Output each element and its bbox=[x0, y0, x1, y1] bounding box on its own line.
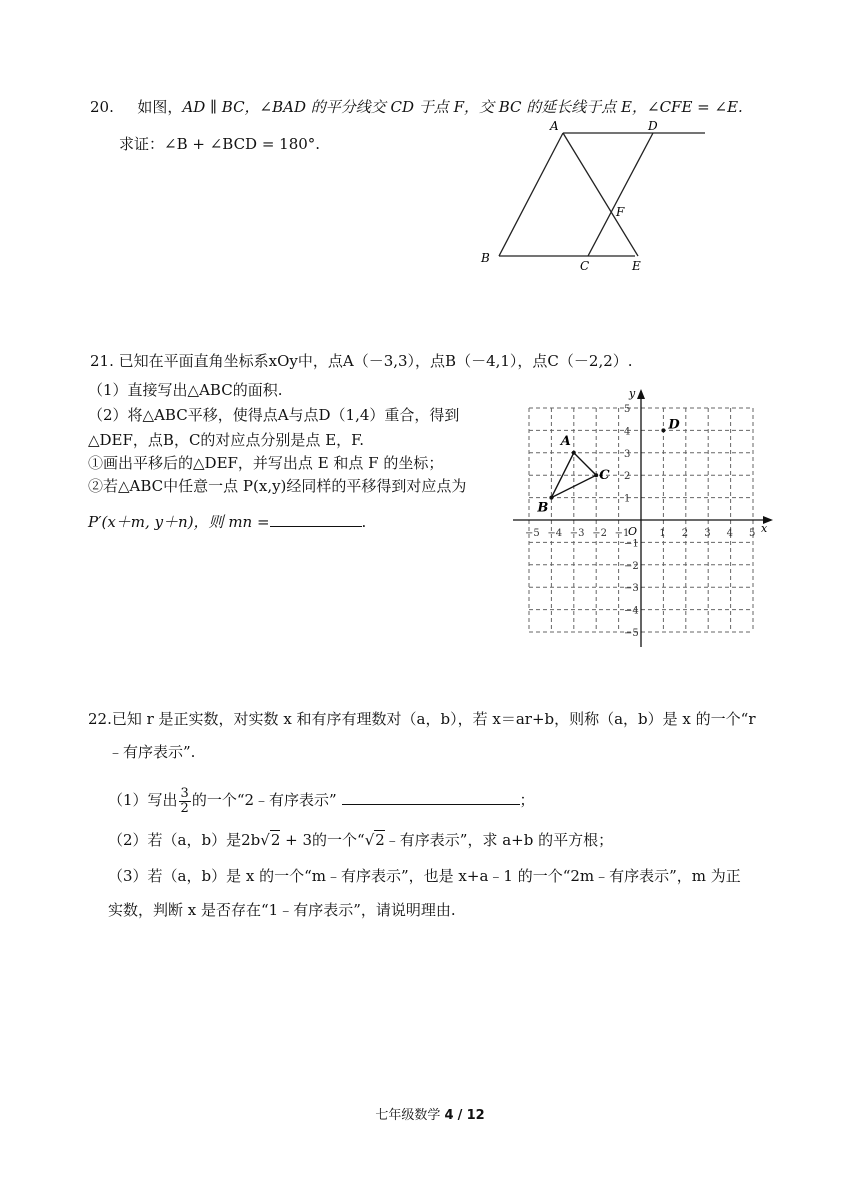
q22-part3a: （3）若（a，b）是 x 的一个“m﹣有序表示”，也是 x+a﹣1 的一个“2m﹣有序表示”，m 为正 bbox=[108, 867, 741, 885]
fraction-three-halves bbox=[179, 787, 191, 816]
x-tick-label: 2 bbox=[681, 528, 689, 539]
label-C: C bbox=[580, 259, 590, 273]
label-D: D bbox=[648, 119, 658, 133]
footer-page: 4 bbox=[444, 1108, 454, 1123]
coordinate-grid bbox=[505, 385, 785, 655]
y-tick-label: −4 bbox=[624, 605, 639, 617]
q21-part2a: （2）将△ABC平移，使得点A与点D（1,4）重合，得到 bbox=[88, 406, 460, 424]
q22-part3b: 实数，判断 x 是否存在“1﹣有序表示”，请说明理由. bbox=[108, 901, 456, 919]
point-D bbox=[661, 428, 665, 432]
x-axis-label: x bbox=[761, 522, 768, 535]
footer-subject: 七年级数学 bbox=[375, 1108, 441, 1123]
label-B: B bbox=[481, 251, 490, 265]
point-C bbox=[594, 473, 598, 477]
x-tick-label: −2 bbox=[592, 528, 607, 539]
q20-number: 20. bbox=[90, 98, 114, 116]
y-tick-label: −1 bbox=[624, 538, 639, 550]
fraction-numerator: 3 bbox=[180, 785, 189, 801]
footer-sep: / bbox=[457, 1108, 463, 1123]
point-label-D: D bbox=[668, 417, 680, 433]
point-label-C: C bbox=[599, 468, 610, 484]
x-tick-label: −5 bbox=[525, 528, 540, 539]
x-tick-label: 5 bbox=[749, 528, 756, 539]
q21-stem: 21. 已知在平面直角坐标系xOy中，点A（－3,3），点B（－4,1），点C（－2,2）. bbox=[90, 352, 633, 370]
q20-stem-main: AD ∥ BC，∠BAD 的平分线交 CD 于点 F，交 BC 的延长线于点 E，∠CFE = ∠E. bbox=[182, 98, 743, 116]
q22-stem-a: 22.已知 r 是正实数，对实数 x 和有序有理数对（a，b），若 x＝ar+b，则称（a，b）是 x 的一个“r bbox=[88, 710, 756, 728]
y-axis-arrow bbox=[637, 389, 645, 399]
page-footer bbox=[0, 1104, 860, 1123]
x-tick-label: 4 bbox=[726, 528, 733, 539]
q21-part1: （1）直接写出△ABC的面积. bbox=[88, 381, 283, 399]
q21-part2e bbox=[88, 512, 366, 532]
point-A bbox=[572, 451, 576, 455]
q22-part1 bbox=[108, 783, 535, 817]
y-tick-label: 1 bbox=[624, 493, 631, 505]
y-tick-label: 2 bbox=[624, 471, 631, 483]
point-label-A: A bbox=[560, 433, 571, 449]
label-F: F bbox=[616, 205, 625, 219]
label-E: E bbox=[632, 259, 641, 273]
label-A: A bbox=[550, 119, 559, 133]
point-B bbox=[549, 496, 553, 500]
x-tick-label: −4 bbox=[547, 528, 563, 539]
q21-part2e-post: . bbox=[361, 513, 367, 531]
q20-figure bbox=[470, 118, 730, 278]
fraction-denominator: 2 bbox=[180, 800, 189, 816]
point-label-B: B bbox=[537, 500, 549, 516]
y-tick-label: 3 bbox=[624, 448, 631, 460]
q21-part2b: △DEF，点B，C的对应点分别是点 E，F. bbox=[88, 431, 364, 449]
q22-part2-mid: + 3的一个“ bbox=[280, 831, 365, 849]
x-tick-label: −3 bbox=[569, 528, 585, 539]
origin-label: O bbox=[628, 525, 638, 538]
x-tick-label: 1 bbox=[659, 528, 666, 539]
q20-prove: 求证：∠B + ∠BCD = 180°. bbox=[119, 135, 321, 153]
y-tick-label: 4 bbox=[624, 426, 631, 438]
sqrt-radicand-2: 2 bbox=[375, 831, 385, 849]
q20-stem bbox=[90, 97, 743, 117]
sqrt-radicand: 2 bbox=[270, 831, 281, 849]
q20-stem-pre: 如图， bbox=[137, 98, 183, 116]
y-axis-label: y bbox=[629, 387, 636, 400]
x-tick-label: −1 bbox=[614, 528, 630, 539]
y-tick-label: −3 bbox=[624, 583, 639, 595]
sqrt-symbol: √ bbox=[260, 831, 270, 849]
x-tick-label: 3 bbox=[704, 528, 711, 539]
q22-part1-pre: （1）写出 bbox=[108, 791, 178, 809]
answer-blank-mn[interactable] bbox=[270, 512, 362, 527]
q22-stem-b: ﹣有序表示”. bbox=[108, 743, 196, 761]
q22-part2-post: ﹣有序表示”，求 a+b 的平方根； bbox=[384, 831, 614, 849]
q22-part1-post: 的一个“2﹣有序表示” bbox=[191, 791, 337, 809]
q21-part2d: ②若△ABC中任意一点 P(x,y)经同样的平移得到对应点为 bbox=[88, 477, 467, 495]
sqrt-symbol-2: √ bbox=[364, 831, 375, 849]
y-tick-label: 5 bbox=[624, 404, 631, 415]
q22-part2-pre: （2）若（a，b）是2b bbox=[108, 831, 261, 849]
q21-part2c: ①画出平移后的△DEF，并写出点 E 和点 F 的坐标； bbox=[88, 454, 444, 472]
y-tick-label: −5 bbox=[624, 628, 639, 639]
y-tick-label: −2 bbox=[624, 560, 639, 572]
q21-part2e-pre: P′(x＋m, y＋n)，则 mn = bbox=[88, 513, 270, 531]
q22-part1-end: ； bbox=[519, 791, 535, 809]
answer-blank-representation[interactable] bbox=[342, 790, 520, 805]
q22-part2 bbox=[108, 830, 613, 850]
footer-total: 12 bbox=[466, 1108, 485, 1123]
